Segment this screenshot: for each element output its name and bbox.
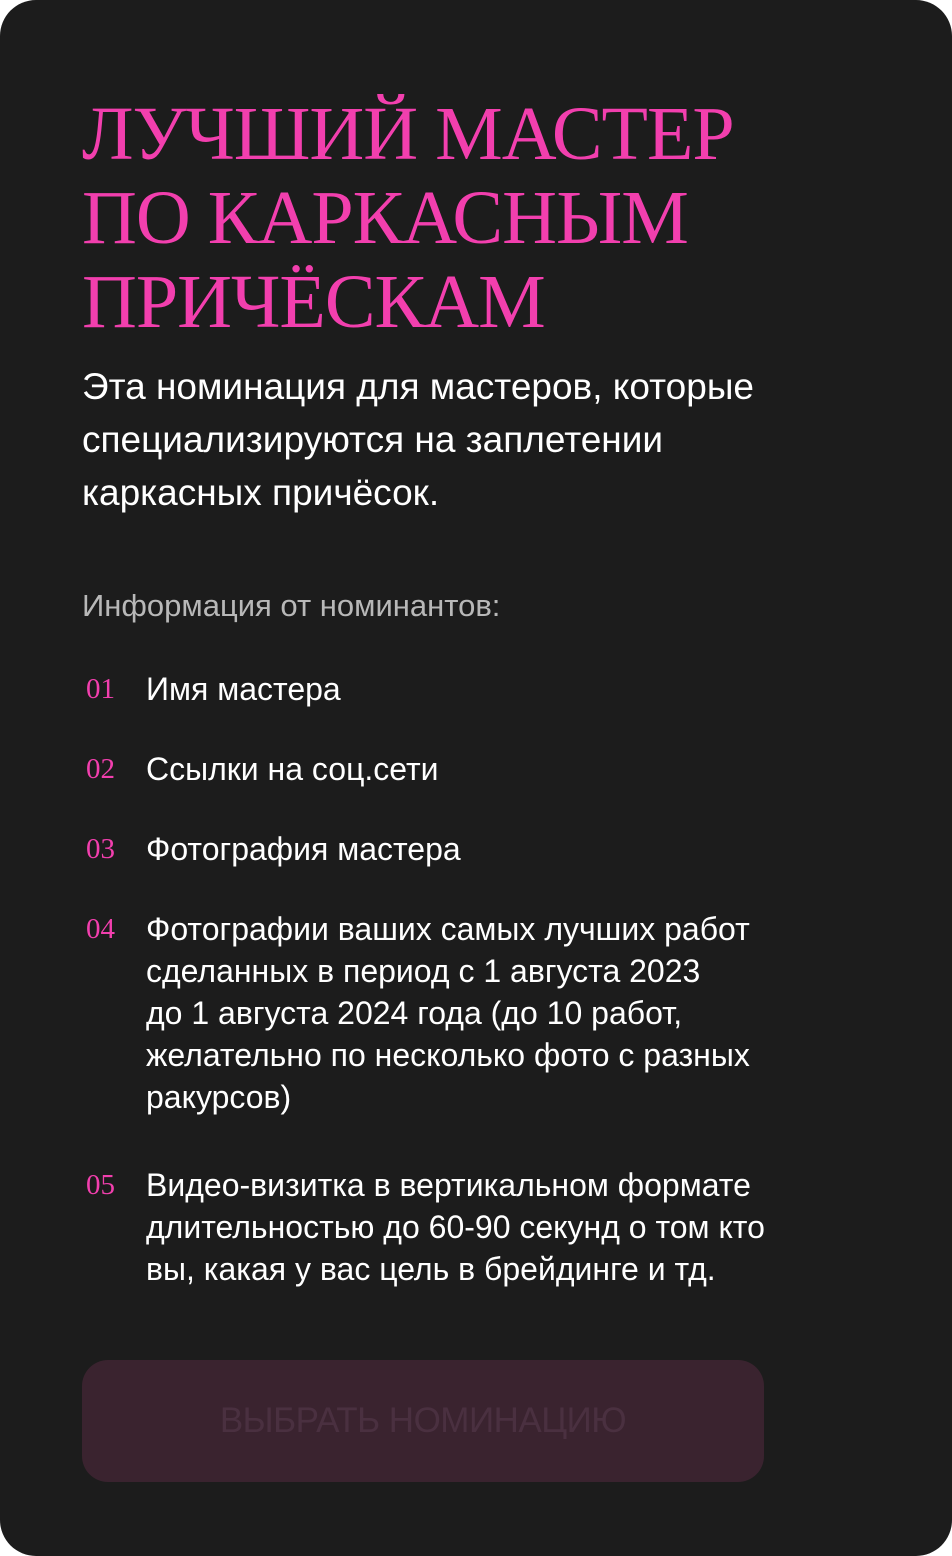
requirement-number: 03 bbox=[86, 833, 115, 865]
requirement-number: 05 bbox=[86, 1169, 115, 1201]
requirement-line: Видео-визитка в вертикальном формате bbox=[146, 1167, 751, 1203]
requirement-number: 02 bbox=[86, 753, 115, 785]
description-line: каркасных причёсок. bbox=[82, 472, 440, 513]
nomination-title bbox=[82, 92, 882, 344]
requirement-text bbox=[146, 828, 866, 870]
requirement-line: до 1 августа 2024 года (до 10 работ, bbox=[146, 995, 683, 1031]
requirement-line: ракурсов) bbox=[146, 1079, 292, 1115]
description-line: Эта номинация для мастеров, которые bbox=[82, 366, 754, 407]
info-label: Информация от номинантов: bbox=[82, 588, 501, 623]
requirement-item bbox=[86, 828, 866, 870]
requirement-line: Ссылки на соц.сети bbox=[146, 751, 439, 787]
description-line: специализируются на заплетении bbox=[82, 419, 664, 460]
requirement-number: 04 bbox=[86, 913, 115, 945]
requirement-text bbox=[146, 908, 866, 1118]
requirement-line: вы, какая у вас цель в брейдинге и тд. bbox=[146, 1251, 716, 1287]
requirement-line: сделанных в период с 1 августа 2023 bbox=[146, 953, 701, 989]
requirement-text bbox=[146, 668, 866, 710]
nomination-description bbox=[82, 360, 882, 519]
requirement-item bbox=[86, 1164, 866, 1290]
requirement-text bbox=[146, 1164, 866, 1290]
choose-nomination-button[interactable]: ВЫБРАТЬ НОМИНАЦИЮ bbox=[82, 1360, 764, 1482]
title-line: ПРИЧЁСКАМ bbox=[82, 260, 545, 344]
title-line: ЛУЧШИЙ МАСТЕР bbox=[82, 92, 734, 176]
requirement-line: длительностью до 60-90 секунд о том кто bbox=[146, 1209, 765, 1245]
requirement-line: Фотографии ваших самых лучших работ bbox=[146, 911, 750, 947]
requirement-line: Фотография мастера bbox=[146, 831, 461, 867]
requirement-line: желательно по несколько фото с разных bbox=[146, 1037, 750, 1073]
requirement-line: Имя мастера bbox=[146, 671, 341, 707]
requirement-item bbox=[86, 908, 866, 1118]
requirement-item bbox=[86, 748, 866, 790]
title-line: ПО КАРКАСНЫМ bbox=[82, 176, 688, 260]
requirement-number: 01 bbox=[86, 673, 115, 705]
requirement-text bbox=[146, 748, 866, 790]
requirement-item bbox=[86, 668, 866, 710]
